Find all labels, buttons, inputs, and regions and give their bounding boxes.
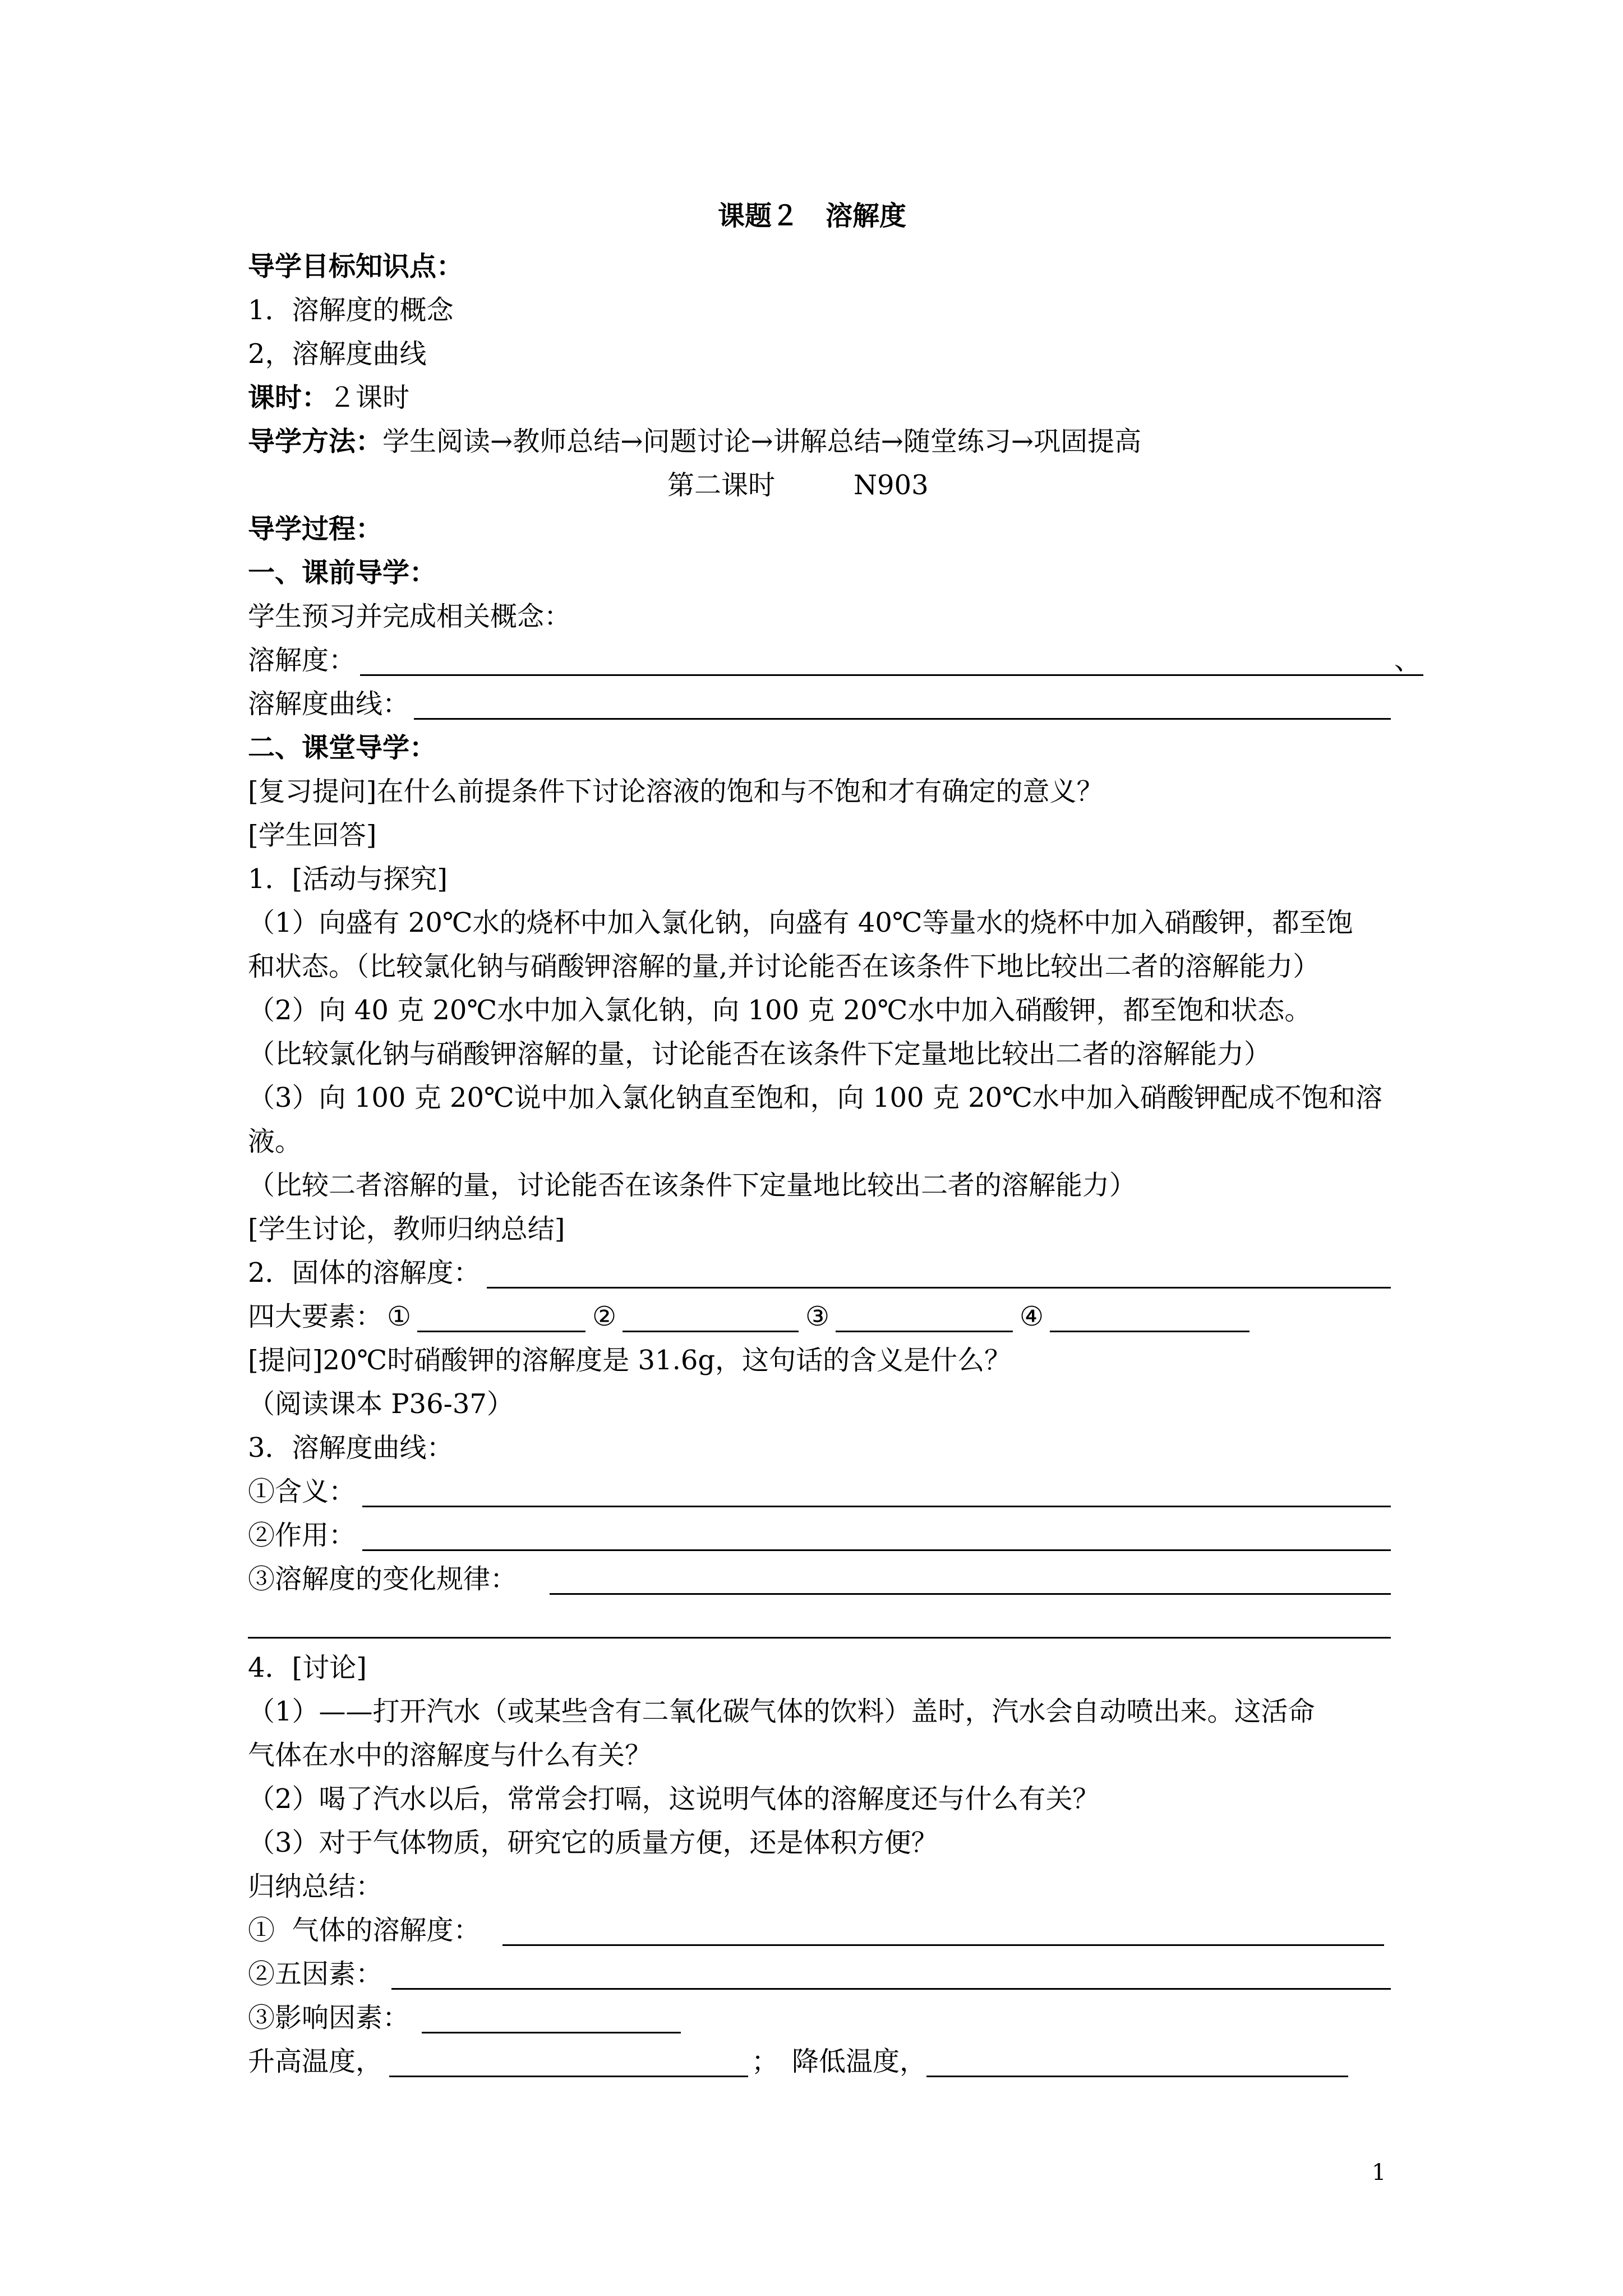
element-blank-1[interactable]	[417, 1331, 585, 1332]
element-blank-2[interactable]	[623, 1331, 799, 1332]
meaning-blank[interactable]	[362, 1506, 1391, 1507]
element-blank-3[interactable]	[836, 1331, 1013, 1332]
activity-3-line-1: （3）向 100 克 20℃说中加入氯化钠直至饱和，向 100 克 20℃水中加入硝酸钾配成不饱和溶	[248, 1082, 1382, 1114]
element-blank-4[interactable]	[1050, 1331, 1249, 1332]
solubility-blank[interactable]	[360, 674, 1423, 676]
activity-heading: 1．[活动与探究]	[248, 863, 448, 895]
objective-2: 2，溶解度曲线	[248, 338, 427, 370]
objective-1: 1．溶解度的概念	[248, 295, 454, 326]
session-label: 第二课时	[667, 470, 776, 501]
raise-temp-blank[interactable]	[389, 2076, 748, 2077]
lower-temp-blank[interactable]	[926, 2076, 1348, 2077]
solid-solubility-label: 2．固体的溶解度：	[248, 1257, 481, 1289]
element-marker-1: ①	[387, 1301, 412, 1332]
hours-label: 课时：	[248, 382, 329, 413]
solid-solubility-blank[interactable]	[487, 1287, 1391, 1289]
activity-3-line-2: 液。	[248, 1126, 302, 1157]
discuss-2: （2）喝了汽水以后，常常会打嗝，这说明气体的溶解度还与什么有关？	[248, 1783, 1100, 1815]
page-number: 1	[1372, 2160, 1386, 2185]
activity-3-line-3: （比较二者溶解的量，讨论能否在该条件下定量地比较出二者的溶解能力）	[248, 1170, 1137, 1201]
hours-line	[248, 381, 409, 414]
gas-solubility-label: ① 气体的溶解度：	[248, 1915, 481, 1946]
influence-label: ③影响因素：	[248, 2002, 410, 2033]
rule-blank-continued[interactable]	[248, 1637, 1391, 1639]
solubility-end-mark: 、	[1394, 645, 1422, 676]
pre-class-intro: 学生预习并完成相关概念：	[248, 601, 571, 632]
in-class-heading: 二、课堂导学：	[248, 732, 437, 763]
activity-1-line-1: （1）向盛有 20℃水的烧杯中加入氯化钠，向盛有 40℃等量水的烧杯中加入硝酸钾，都至饱	[248, 907, 1353, 938]
discussion-note: [学生讨论，教师归纳总结]	[248, 1213, 565, 1245]
method-label: 导学方法：	[248, 426, 383, 457]
curve-heading: 3．溶解度曲线：	[248, 1432, 454, 1464]
session-code: N903	[854, 470, 929, 501]
objectives-heading: 导学目标知识点：	[248, 251, 464, 282]
use-blank[interactable]	[362, 1549, 1391, 1551]
rule-label: ③溶解度的变化规律：	[248, 1563, 518, 1595]
activity-1-line-2: 和状态。（比较氯化钠与硝酸钾溶解的量,并讨论能否在该条件下地比较出二者的溶解能力）	[248, 951, 1320, 982]
rule-blank[interactable]	[550, 1593, 1391, 1595]
solubility-label: 溶解度：	[248, 645, 356, 676]
lower-temp-label: 降低温度，	[792, 2046, 927, 2077]
gas-solubility-blank[interactable]	[502, 1944, 1384, 1946]
curve-blank[interactable]	[414, 718, 1391, 720]
curve-label: 溶解度曲线：	[248, 688, 410, 720]
element-marker-2: ②	[592, 1301, 617, 1332]
method-line	[248, 425, 1141, 458]
separator: ；	[751, 2046, 779, 2077]
page-title: 课题２ 溶解度	[718, 200, 907, 232]
discuss-1-line-1: （1）——打开汽水（或某些含有二氧化碳气体的饮料）盖时，汽水会自动喷出来。这活命	[248, 1696, 1315, 1727]
pre-class-heading: 一、课前导学：	[248, 557, 437, 588]
process-heading: 导学过程：	[248, 513, 383, 545]
use-label: ②作用：	[248, 1520, 356, 1551]
activity-2-line-1: （2）向 40 克 20℃水中加入氯化钠，向 100 克 20℃水中加入硝酸钾，都至饱和状态。	[248, 995, 1312, 1026]
review-question: [复习提问]在什么前提条件下讨论溶液的饱和与不饱和才有确定的意义？	[248, 776, 1104, 807]
student-answer: [学生回答]	[248, 820, 377, 851]
influence-blank[interactable]	[422, 2032, 681, 2033]
element-marker-3: ③	[805, 1301, 830, 1332]
method-value: 学生阅读→教师总结→问题讨论→讲解总结→随堂练习→巩固提高	[382, 426, 1142, 457]
element-marker-4: ④	[1020, 1301, 1044, 1332]
five-factors-label: ②五因素：	[248, 1958, 383, 1990]
discuss-3: （3）对于气体物质，研究它的质量方便，还是体积方便？	[248, 1827, 938, 1858]
four-elements-label: 四大要素：	[248, 1301, 383, 1332]
question-line: [提问]20℃时硝酸钾的溶解度是 31.6g，这句话的含义是什么？	[248, 1345, 1012, 1376]
summary-label: 归纳总结：	[248, 1871, 383, 1902]
five-factors-blank[interactable]	[391, 1988, 1391, 1990]
meaning-label: ①含义：	[248, 1476, 356, 1507]
raise-temp-label: 升高温度，	[248, 2046, 383, 2077]
hours-value: ２课时	[329, 382, 410, 413]
activity-2-line-2: （比较氯化钠与硝酸钾溶解的量，讨论能否在该条件下定量地比较出二者的溶解能力）	[248, 1038, 1271, 1070]
discuss-heading: 4．[讨论]	[248, 1652, 367, 1683]
discuss-1-line-2: 气体在水中的溶解度与什么有关？	[248, 1740, 652, 1771]
reading-note: （阅读课本 P36-37）	[248, 1388, 514, 1420]
